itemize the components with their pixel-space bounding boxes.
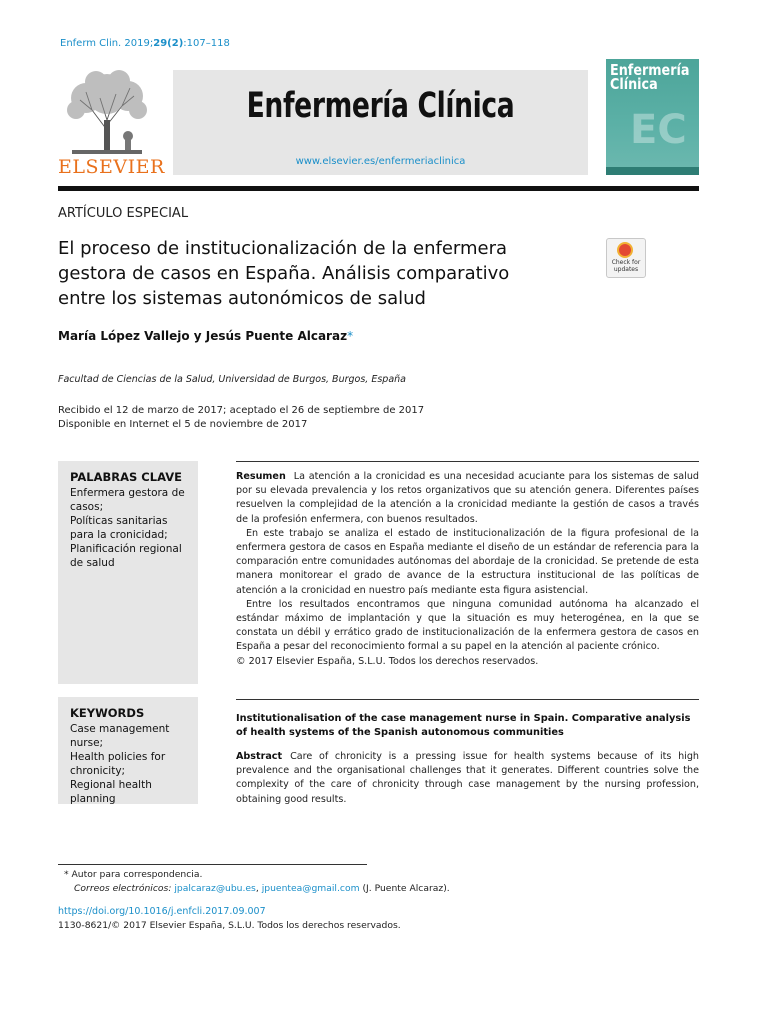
abstract-en-divider	[236, 699, 699, 700]
footnote-text: Autor para correspondencia.	[71, 869, 203, 880]
article-title-line: entre los sistemas autonómicos de salud	[58, 288, 426, 309]
available-date: Disponible en Internet el 5 de noviembre de 2017	[58, 419, 308, 430]
footnote-mark: *	[64, 869, 69, 880]
keywords-es-box	[58, 461, 198, 684]
article-type: ARTÍCULO ESPECIAL	[58, 206, 189, 221]
citation-pages: :107–118	[183, 38, 230, 49]
citation-volume: 29(2)	[153, 38, 184, 49]
article-title-line: gestora de casos en España. Análisis comparativo	[58, 263, 510, 284]
abstract-en-label: Abstract	[236, 751, 283, 762]
article-title	[58, 236, 578, 311]
abstract-es-paragraph: En este trabajo se analiza el estado de institucionalización de la figura profesional de la enfermera gestora de casos en España mediante el diseño de un estándar de referencia para la comparación entre comunidades autónomas del abordaje de la cronicidad. Se pretende de esta manera monitorear el grado de avance de la estructura institucional de las políticas de atención a la cronicidad en nuestro país mediante esta figura asistencial.	[236, 527, 699, 596]
cover-mark: EC	[630, 107, 687, 153]
abstract-es-paragraph: La atención a la cronicidad es una necesidad acuciante para los sistemas de salud por su elevada prevalencia y los retos organizativos que su atención genera. Diferentes países resuelven la complejidad de la atención a la cronicidad mediante la gestión de casos a través de la profesión enfermera, con buenos resultados.	[236, 471, 699, 525]
email-separator: ,	[255, 882, 262, 894]
email-link[interactable]: jpalcaraz@ubu.es	[174, 882, 256, 894]
keywords-en-heading: KEYWORDS	[70, 706, 145, 720]
journal-title: Enfermería Clínica	[246, 86, 515, 126]
keyword-item: Regional health planning	[70, 779, 152, 805]
article-dates	[58, 404, 424, 432]
abstract-es	[236, 470, 699, 669]
abstract-es-copyright: © 2017 Elsevier España, S.L.U. Todos los derechos reservados.	[236, 655, 539, 667]
citation-journal: Enferm Clin. 2019;	[60, 38, 154, 49]
tree-icon	[62, 70, 152, 156]
author-list	[58, 329, 353, 343]
email-link[interactable]: jpuentea@gmail.com	[261, 882, 360, 894]
journal-cover-thumbnail	[606, 59, 699, 175]
journal-banner	[173, 70, 588, 175]
bookmark-icon	[617, 242, 633, 258]
keyword-item: Planificación regional de salud	[70, 543, 182, 569]
footnote-suffix: (J. Puente Alcaraz).	[359, 882, 450, 894]
cover-title: Enfermería Clínica	[610, 61, 690, 93]
publisher-logo	[58, 70, 165, 178]
cover-strip	[606, 167, 699, 175]
publisher-name: ELSEVIER	[58, 156, 165, 178]
keyword-item: Políticas sanitarias para la cronicidad;	[70, 515, 168, 541]
corresponding-author-link[interactable]: *	[347, 329, 354, 343]
footnote	[64, 868, 450, 895]
abstract-en	[236, 750, 699, 807]
received-date: Recibido el 12 de marzo de 2017; aceptado el 26 de septiembre de 2017	[58, 405, 425, 416]
keyword-item: Enfermera gestora de casos;	[70, 487, 185, 513]
header-divider	[58, 186, 699, 191]
author-names: María López Vallejo y Jesús Puente Alcaraz	[58, 329, 348, 343]
emails-label: Correos electrónicos:	[74, 882, 172, 894]
check-for-updates-button[interactable]	[606, 238, 646, 278]
keywords-en-box	[58, 697, 198, 804]
citation-line	[60, 38, 230, 49]
keyword-item: Case management nurse;	[70, 723, 170, 749]
journal-url-link[interactable]: www.elsevier.es/enfermeriaclinica	[295, 156, 466, 167]
affiliation: Facultad de Ciencias de la Salud, Universidad de Burgos, Burgos, España	[58, 374, 406, 385]
abstract-en-paragraph: Care of chronicity is a pressing issue for health systems because of its high prevalence and the organisational challenges that it generates. Different countries solve the complexity of the care of chronicity through case management by the nursing profession, obtaining good results.	[236, 751, 699, 805]
check-updates-label: Check for updates	[611, 259, 641, 273]
abstract-es-divider	[236, 461, 699, 462]
abstract-es-label: Resumen	[236, 471, 286, 482]
issn-line: 1130-8621/© 2017 Elsevier España, S.L.U. Todos los derechos reservados.	[58, 920, 401, 931]
english-title: Institutionalisation of the case management nurse in Spain. Comparative analysis of health systems of the Spanish autonomous communities	[236, 713, 691, 738]
abstract-es-paragraph: Entre los resultados encontramos que ninguna comunidad autónoma ha alcanzado el estándar máximo de implantación y que la situación es muy heterogénea, en la que se constata un débil y errático grado de institucionalización de la enfermera gestora de casos en España a pesar del reconocimiento formal a su papel en la atención al paciente crónico.	[236, 598, 699, 653]
keywords-es-heading: PALABRAS CLAVE	[70, 470, 182, 484]
keyword-item: Health policies for chronicity;	[70, 751, 166, 777]
footnote-divider	[58, 864, 367, 865]
article-title-line: El proceso de institucionalización de la enfermera	[58, 238, 508, 259]
doi-link[interactable]: https://doi.org/10.1016/j.enfcli.2017.09.007	[58, 906, 266, 917]
